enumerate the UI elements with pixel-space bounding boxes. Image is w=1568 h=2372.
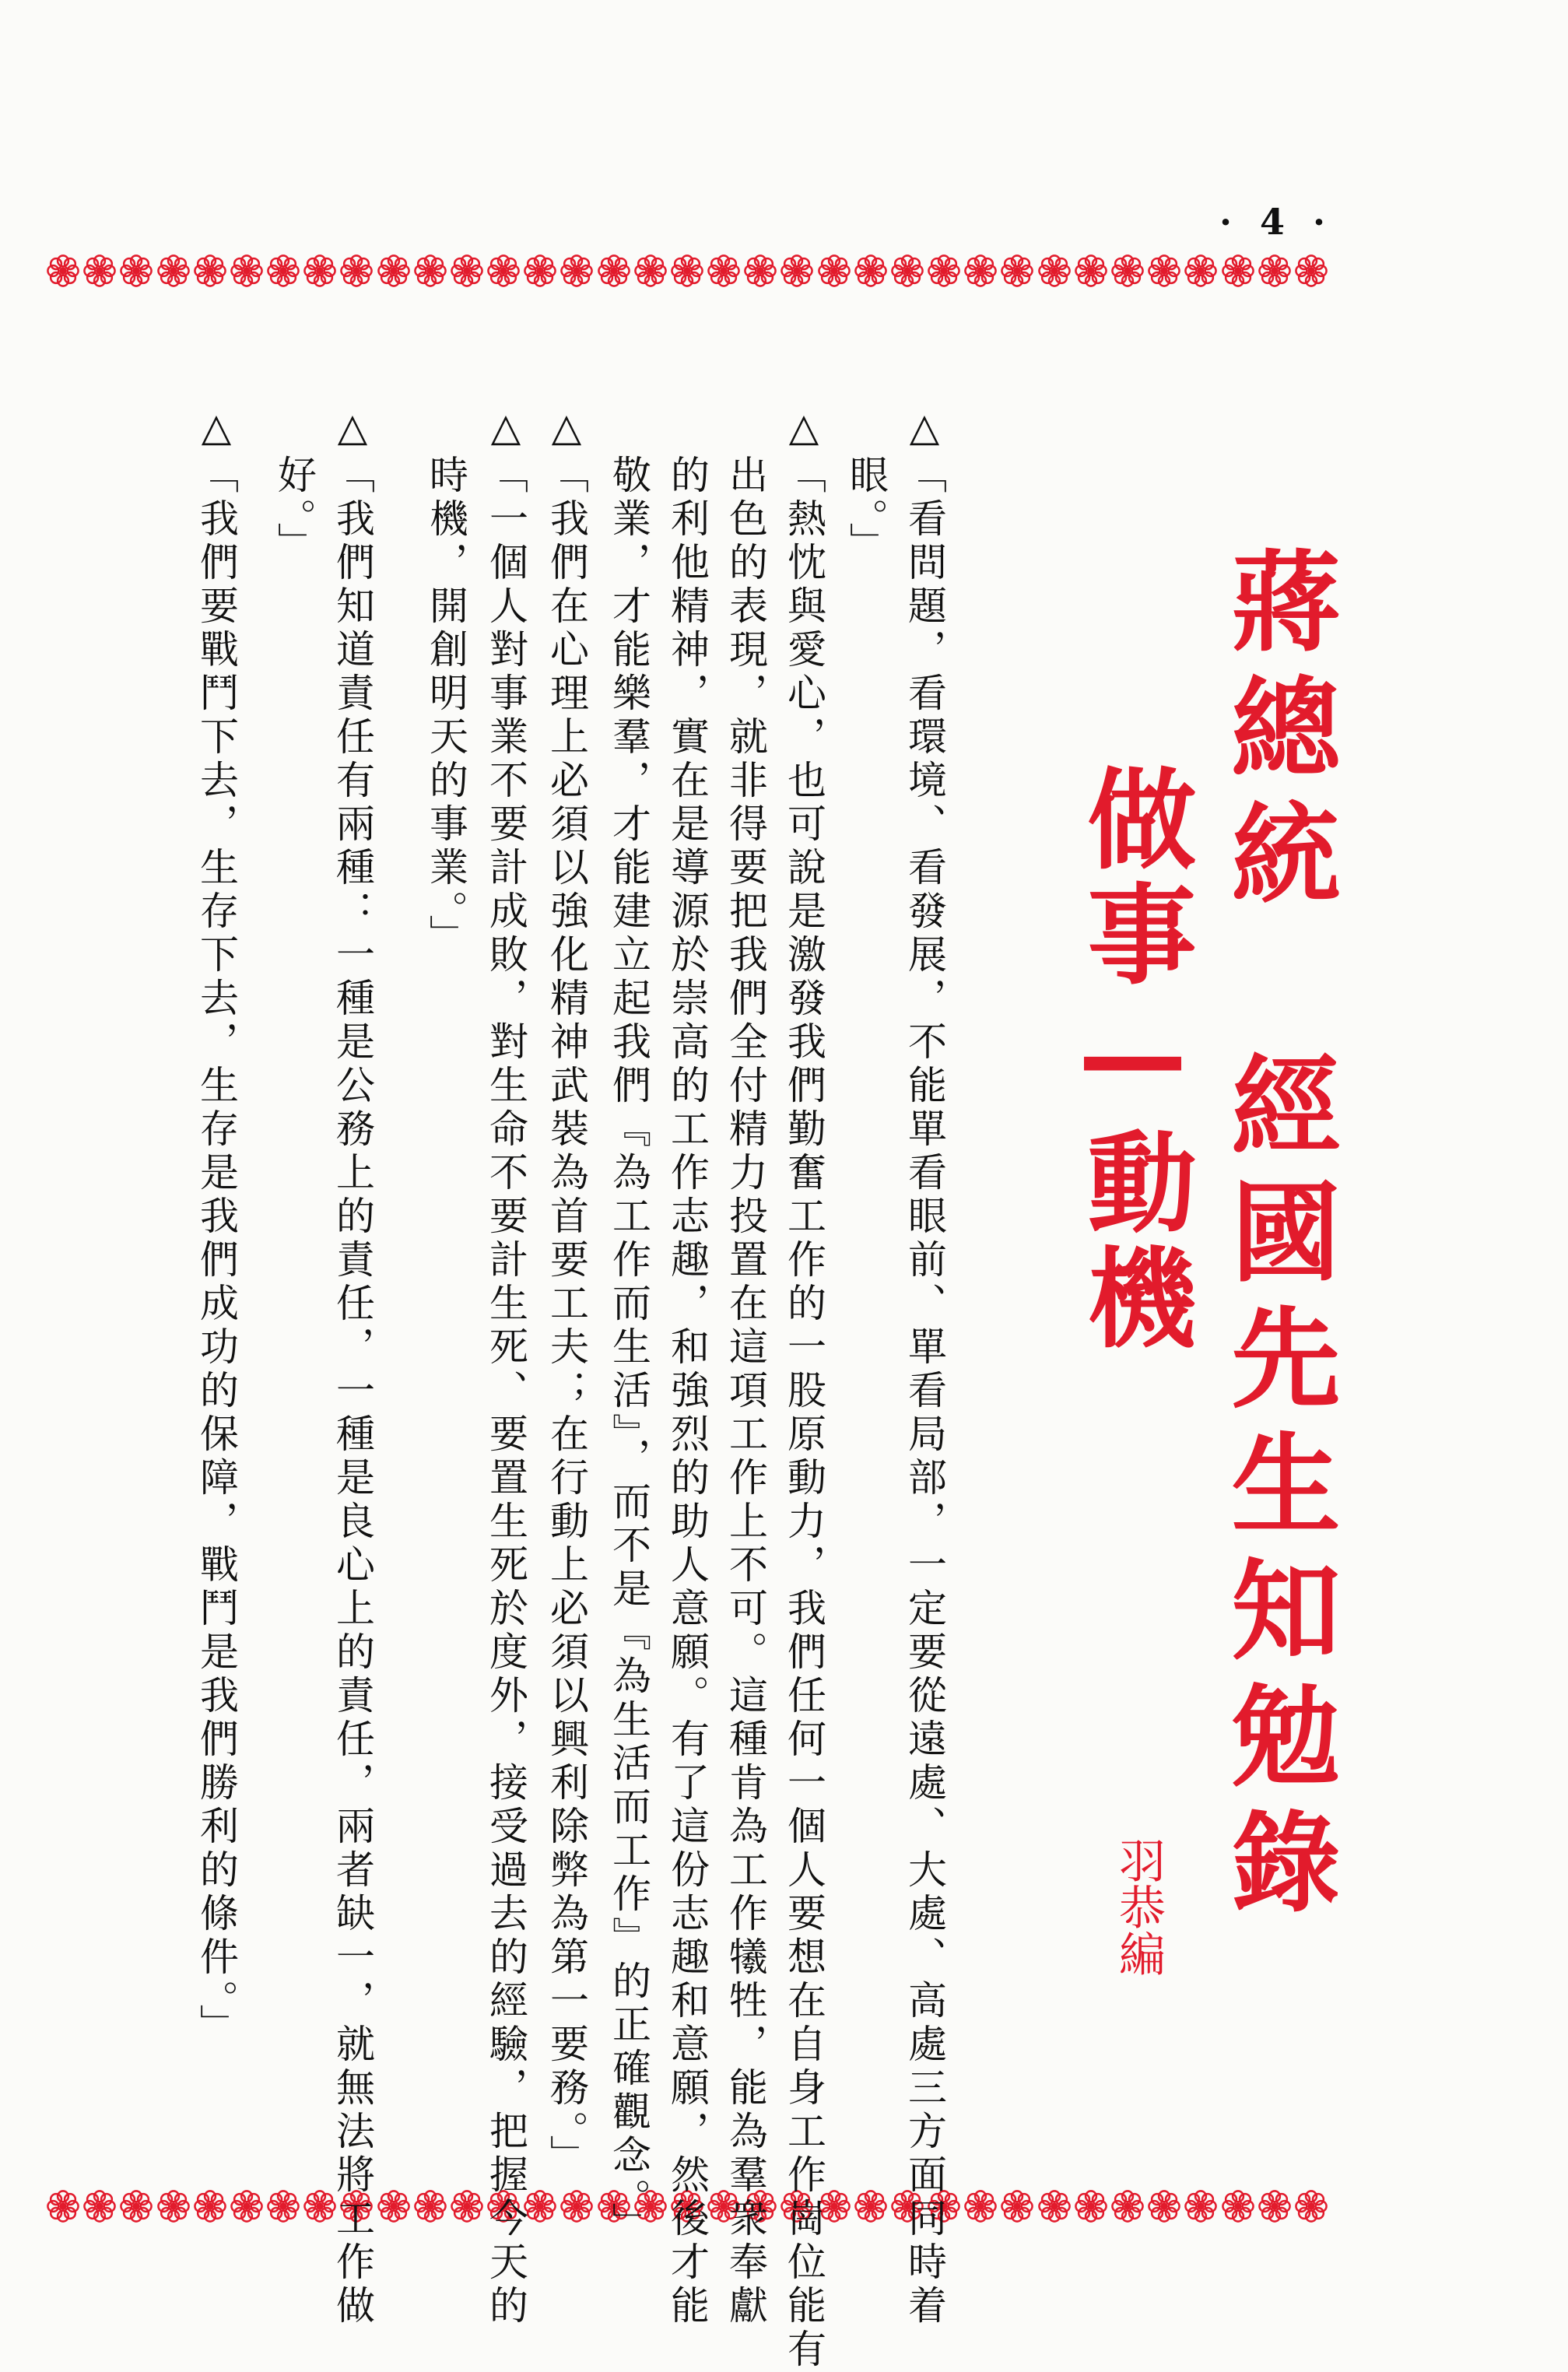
flower-ornament-icon — [779, 253, 815, 289]
section-subtitle: 做事—動機 — [1069, 763, 1196, 1356]
flower-ornament-icon — [853, 253, 889, 289]
flower-ornament-icon — [486, 253, 521, 289]
quote-line: △「我們要戰鬥下去，生存下去，生存是我們成功的保障，戰鬥是我們勝利的條件。」 — [194, 405, 239, 2047]
flower-ornament-icon — [1220, 253, 1256, 289]
flower-ornament-icon — [82, 2188, 118, 2224]
quote-line: △「看問題，看環境、看發展，不能單看眼前、單看局部，一定要從遠處、大處、高處三方面同時着 — [902, 405, 947, 2328]
flower-ornament-icon — [45, 253, 81, 289]
quote-line: △「我們知道責任有兩種：一種是公務上的責任，一種是良心上的責任，兩者缺一，就無法將工作做 — [330, 405, 375, 2328]
flower-ornament-icon — [449, 253, 485, 289]
flower-ornament-icon — [1257, 2188, 1293, 2224]
flower-ornament-icon — [1110, 253, 1145, 289]
flower-ornament-icon — [45, 2188, 81, 2224]
flower-ornament-icon — [1146, 2188, 1182, 2224]
flower-ornament-icon — [999, 253, 1035, 289]
top-flower-border — [45, 249, 1329, 293]
flower-ornament-icon — [339, 253, 374, 289]
flower-ornament-icon — [449, 2188, 485, 2224]
flower-ornament-icon — [596, 253, 632, 289]
flower-ornament-icon — [376, 2188, 412, 2224]
flower-ornament-icon — [1293, 253, 1329, 289]
flower-ornament-icon — [633, 253, 668, 289]
quote-line: 好。」 — [272, 454, 317, 566]
triangle-bullet-icon: △ — [544, 405, 589, 454]
flower-ornament-icon — [376, 253, 412, 289]
quote-line: 時機，開創明天的事業。」 — [423, 454, 468, 958]
flower-ornament-icon — [522, 253, 558, 289]
flower-ornament-icon — [559, 253, 595, 289]
triangle-bullet-icon: △ — [781, 405, 826, 454]
flower-ornament-icon — [706, 253, 742, 289]
flower-ornament-icon — [156, 2188, 191, 2224]
quote-line: △「一個人對事業不要計成敗，對生命不要計生死、要置生死於度外，接受過去的經驗，把握今天的 — [483, 405, 528, 2328]
page-title: 蔣總統 經國先生知勉錄 — [1213, 545, 1340, 1932]
flower-ornament-icon — [1183, 2188, 1219, 2224]
flower-ornament-icon — [963, 2188, 998, 2224]
flower-ornament-icon — [1037, 253, 1072, 289]
triangle-bullet-icon: △ — [330, 405, 375, 454]
flower-ornament-icon — [889, 253, 925, 289]
flower-ornament-icon — [742, 253, 778, 289]
flower-ornament-icon — [265, 2188, 301, 2224]
quote-line: △「我們在心理上必須以強化精神武裝為首要工夫；在行動上必須以興利除弊為第一要務。」 — [544, 405, 589, 2178]
flower-ornament-icon — [82, 253, 118, 289]
flower-ornament-icon — [926, 253, 962, 289]
flower-ornament-icon — [1073, 253, 1109, 289]
flower-ornament-icon — [412, 2188, 448, 2224]
flower-ornament-icon — [669, 253, 705, 289]
triangle-bullet-icon: △ — [194, 405, 239, 454]
flower-ornament-icon — [412, 253, 448, 289]
flower-ornament-icon — [229, 2188, 265, 2224]
quote-list — [0, 405, 1568, 2372]
quote-line: 的利他精神，實在是導源於崇高的工作志趣，和強烈的助人意願。有了這份志趣和意願，然後才能 — [665, 454, 710, 2328]
flower-ornament-icon — [1146, 253, 1182, 289]
triangle-bullet-icon: △ — [902, 405, 947, 454]
flower-ornament-icon — [156, 253, 191, 289]
flower-ornament-icon — [999, 2188, 1035, 2224]
flower-ornament-icon — [1257, 253, 1293, 289]
quote-line: 出色的表現，就非得要把我們全付精力投置在這項工作上不可。這種肯為工作犧牲，能為羣衆奉獻 — [723, 454, 768, 2328]
flower-ornament-icon — [192, 2188, 228, 2224]
page-number: · 4 · — [1219, 201, 1334, 243]
triangle-bullet-icon: △ — [483, 405, 528, 454]
flower-ornament-icon — [302, 253, 338, 289]
flower-ornament-icon — [1293, 2188, 1329, 2224]
flower-ornament-icon — [853, 2188, 889, 2224]
flower-ornament-icon — [118, 2188, 154, 2224]
flower-ornament-icon — [1037, 2188, 1072, 2224]
flower-ornament-icon — [1110, 2188, 1145, 2224]
flower-ornament-icon — [265, 253, 301, 289]
flower-ornament-icon — [192, 253, 228, 289]
flower-ornament-icon — [229, 253, 265, 289]
flower-ornament-icon — [118, 253, 154, 289]
flower-ornament-icon — [963, 253, 998, 289]
flower-ornament-icon — [1220, 2188, 1256, 2224]
flower-ornament-icon — [1183, 253, 1219, 289]
flower-ornament-icon — [816, 253, 852, 289]
quote-line: △「熱忱與愛心，也可說是激發我們勤奮工作的一股原動力，我們任何一個人要想在自身工作崗位能有 — [781, 405, 826, 2372]
quote-line: 敬業，才能樂羣，才能建立起我們『為工作而生活』，而不是『為生活而工作』的正確觀念。」 — [606, 454, 651, 2246]
author-credit: 羽恭編 — [1111, 1837, 1166, 1977]
flower-ornament-icon — [1073, 2188, 1109, 2224]
quote-line: 眼。」 — [844, 454, 889, 566]
flower-ornament-icon — [559, 2188, 595, 2224]
